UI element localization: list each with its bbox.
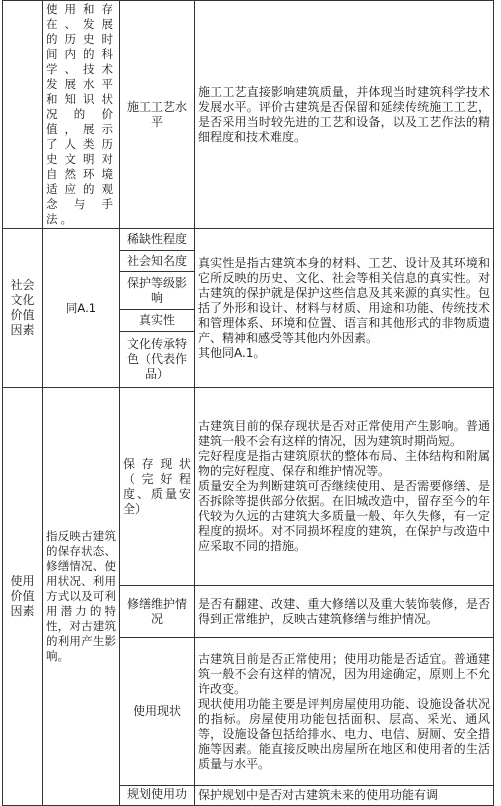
category-use-value: 使用价值因素	[3, 388, 43, 806]
evaluation-item: 施工工艺水平	[120, 1, 195, 229]
evaluation-content: 保护规划中是否对古建筑未来的使用功能有调	[195, 786, 494, 806]
evaluation-item: 社会知名度	[120, 251, 195, 272]
table-row	[3, 229, 494, 251]
content-paragraph: 古建筑目前的保存现状是否对正常使用产生影响。普通建筑一般不会有这样的情况，因为建筑时期尚短。	[198, 419, 490, 448]
content-paragraph: 其他同A.1。	[198, 345, 266, 360]
factor-description: 指反映古建筑的保存状态、修缮情况、使用状况、利用方式以及可利用潜力的特性，对古建筑的利用产生影响。	[43, 388, 120, 806]
evaluation-item: 规划使用功	[120, 786, 195, 806]
evaluation-content: 施工工艺直接影响建筑质量，并体现当时建筑科学技术发展水平。评价古建筑是否保留和延续传统施工工艺，是否采用当时较先进的工艺和设备，以及工艺作法的精细程度和技术难度。	[195, 1, 494, 229]
content-paragraph: 质量安全为判断建筑可否继续使用、是否需要修缮、是否拆除等提供部分依据。在旧城改造中，留存至今的年代较为久远的古建筑大多质量一般、年久失修，有一定程度的损坏。对不同损坏程度的建筑，在保护与改造中应采取不同的措施。	[198, 479, 490, 553]
content-paragraph: 现状使用功能主要是评判房屋使用功能、设施设备状况的指标。房屋使用功能包括面积、层高、采光、通风等，设施设备包括给排水、电力、电信、厨厕、安全措施等因素。能直接反映出房屋所在地区和使用者的生活质量与水平。	[198, 696, 490, 771]
factor-description: 同A.1	[43, 229, 120, 388]
table-row	[3, 388, 494, 586]
evaluation-item: 真实性	[120, 310, 195, 332]
evaluation-item: 保护等级影响	[120, 272, 195, 310]
evaluation-item: 保存现状（完好程度、质量安全）	[120, 388, 195, 586]
evaluation-item: 修缮维护情况	[120, 586, 195, 638]
evaluation-item: 文化传承特色（代表作品）	[120, 332, 195, 388]
evaluation-content	[195, 388, 494, 586]
evaluation-item: 使用现状	[120, 638, 195, 786]
evaluation-content: 是否有翻建、改建、重大修缮以及重大装饰装修，是否得到正常维护，反映古建筑修缮与维护情况。	[195, 586, 494, 638]
content-paragraph: 真实性是指古建筑本身的材料、工艺、设计及其环境和它所反映的历史、文化、社会等相关信息的真实性。对古建筑的保护就是保护这些信息及其来源的真实性。包括了外形和设计、材料与材质、用途和功能、传统技术和管理体系、环境和位置、语言和其他形式的非物质遗产、精神和感受等其他内外因素。	[198, 255, 490, 345]
table-row	[3, 1, 494, 229]
evaluation-content	[195, 638, 494, 786]
evaluation-content	[195, 229, 494, 388]
content-paragraph: 古建筑目前是否正常使用；使用功能是否适宜。普通建筑一般不会有这样的情况，因为用途确定，原则上不允许改变。	[198, 651, 490, 696]
content-paragraph: 完好程度是指古建筑原状的整体布局、主体结构和附属物的完好程度、保存和维护情况等。	[198, 449, 490, 478]
evaluation-item: 稀缺性程度	[120, 229, 195, 251]
category-social-cultural: 社会文化价值因素	[3, 229, 43, 388]
factor-description: 使用和存在、发展的历史时间内的科学、技术发展水平和知识状况的价值，展示了人类历史文明对自然环境适应的观念与手法。	[43, 1, 120, 229]
document-page	[2, 0, 493, 802]
value-factor-table	[2, 0, 494, 806]
category-cell-empty	[3, 1, 43, 229]
